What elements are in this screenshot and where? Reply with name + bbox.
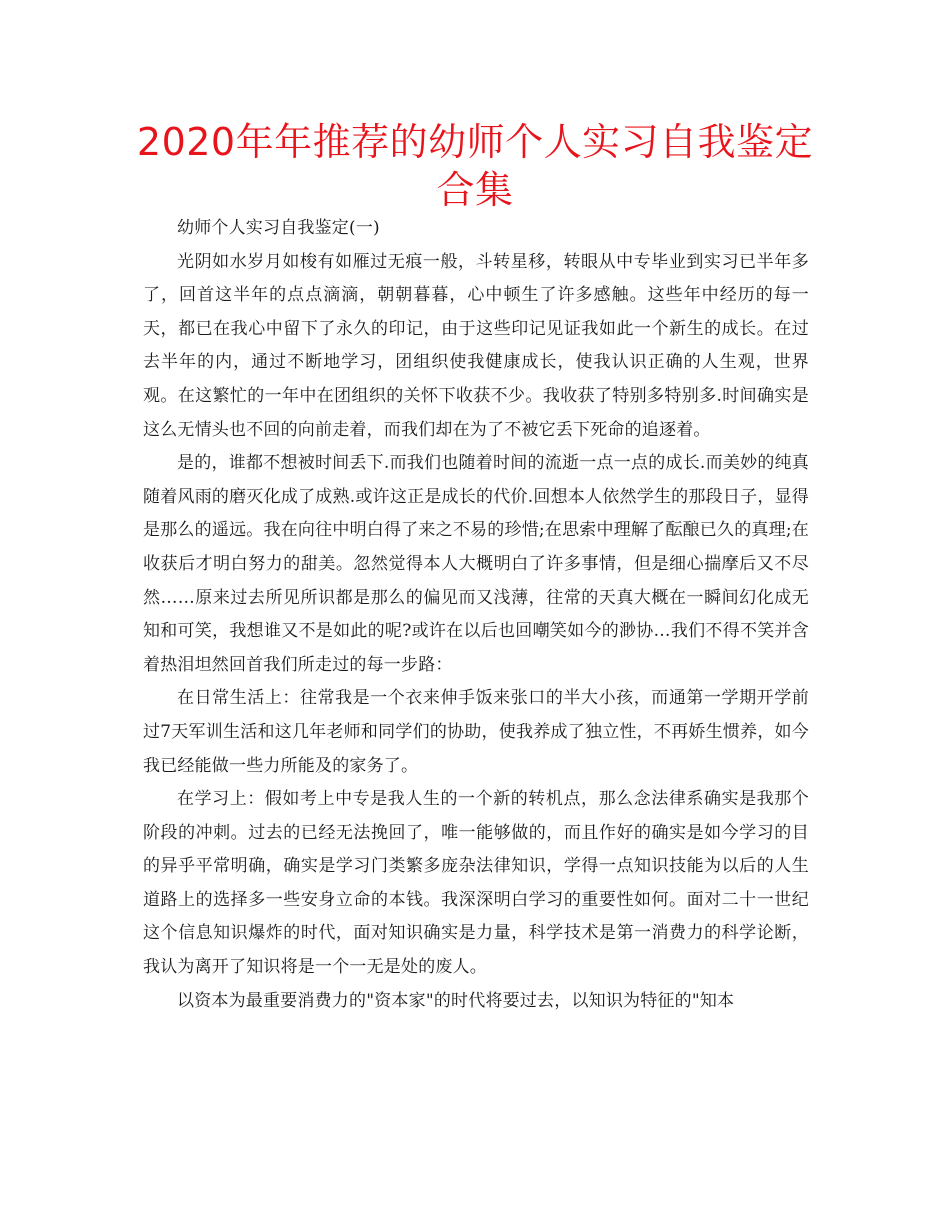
section-heading: 幼师个人实习自我鉴定(一) — [177, 218, 380, 238]
paragraph: 在日常生活上：往常我是一个衣来伸手饭来张口的半大小孩，而通第一学期开学前过7天军训生活和这几年老师和同学们的协助，使我养成了独立性，不再娇生惯养，如今我已经能做一些力所能及的家务了。 — [143, 688, 809, 776]
paragraph: 是的，谁都不想被时间丢下.而我们也随着时间的流逝一点一点的成长.而美妙的纯真随着风雨的磨灭化成了成熟.或许这正是成长的代价.回想本人依然学生的那段日子，显得是那么的遥远。我在向往中明白得了来之不易的珍惜;在思索中理解了酝酿已久的真理;在收获后才明白努力的甜美。忽然觉得本人大概明白了许多事情，但是细心揣摩后又不尽然……原来过去所见所识都是那么的偏见而又浅薄，往常的天真大概在一瞬间幻化成无知和可笑，我想谁又不是如此的呢?或许在以后也回嘲笑如今的渺协…我们不得不笑并含着热泪坦然回首我们所走过的每一步路： — [143, 453, 809, 675]
paragraph: 光阴如水岁月如梭有如雁过无痕一般，斗转星移，转眼从中专毕业到实习已半年多了，回首这半年的点点滴滴，朝朝暮暮，心中顿生了许多感触。这些年中经历的每一天，都已在我心中留下了永久的印记，由于这些印记见证我如此一个新生的成长。在过去半年的内，通过不断地学习，团组织使我健康成长，使我认识正确的人生观，世界观。在这繁忙的一年中在团组织的关怀下收获不少。我收获了特别多特别多.时间确实是这么无情头也不回的向前走着，而我们却在为了不被它丢下死命的追逐着。 — [143, 251, 809, 440]
document-title: 2020年年推荐的幼师个人实习自我鉴定合集 — [136, 120, 814, 212]
paragraph: 以资本为最重要消费力的"资本家"的时代将要过去，以知识为特征的"知本 — [177, 990, 735, 1011]
document-body — [143, 212, 809, 1018]
paragraph: 在学习上：假如考上中专是我人生的一个新的转机点，那么念法律系确实是我那个阶段的冲刺。过去的已经无法挽回了，唯一能够做的，而且作好的确实是如今学习的目的异乎平常明确，确实是学习门类繁多庞杂法律知识，学得一点知识技能为以后的人生道路上的选择多一些安身立命的本钱。我深深明白学习的重要性如何。面对二十一世纪这个信息知识爆炸的时代，面对知识确实是力量，科学技术是第一消费力的科学论断，我认为离开了知识将是一个一无是处的废人。 — [143, 789, 809, 978]
